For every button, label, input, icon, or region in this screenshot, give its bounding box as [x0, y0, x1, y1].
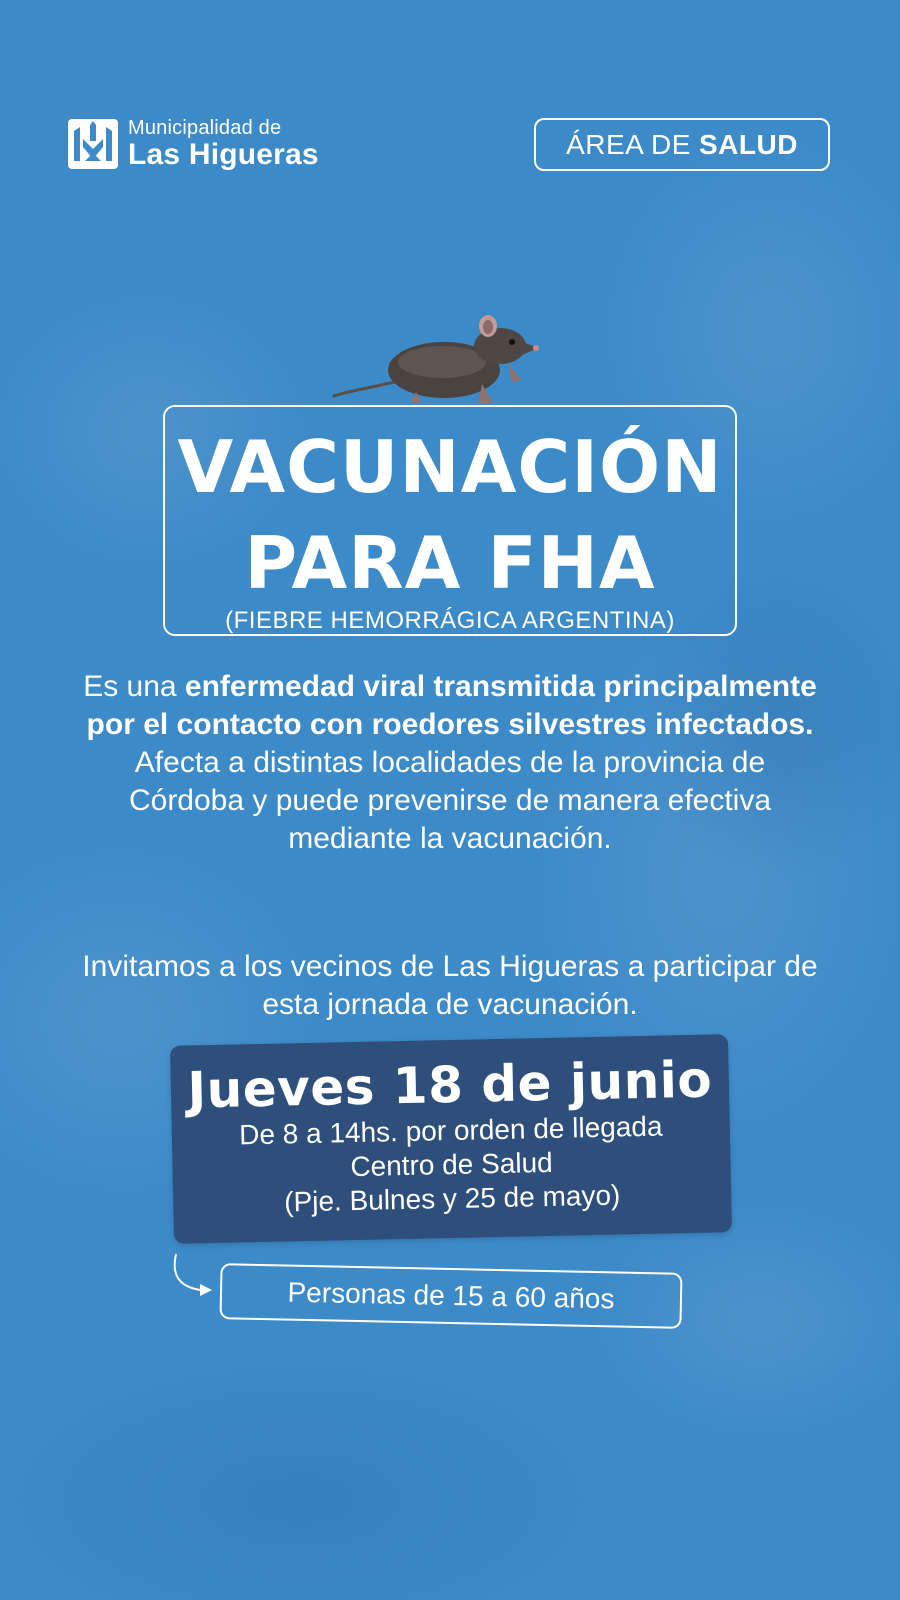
event-address: (Pje. Bulnes y 25 de mayo) — [283, 1179, 621, 1218]
description-intro: Es una — [83, 670, 185, 703]
event-place: Centro de Salud — [350, 1146, 554, 1183]
title-line1: VACUNACIÓN — [177, 425, 723, 509]
title-box — [163, 405, 737, 636]
area-name: SALUD — [698, 128, 798, 160]
area-badge — [534, 118, 830, 171]
org-name: Las Higueras — [128, 138, 319, 171]
area-prefix: ÁREA DE — [566, 128, 691, 160]
description-rest: Afecta a distintas localidades de la provincia de Córdoba y puede prevenirse de manera efectiva mediante la vacunación. — [128, 746, 772, 855]
municipal-emblem-icon — [68, 119, 118, 169]
title-subtitle: (FIEBRE HEMORRÁGICA ARGENTINA) — [225, 607, 675, 634]
description-highlight: enfermedad viral transmitida principalmente por el contacto con roedores silvestres infectados. — [86, 670, 817, 741]
audience-badge: Personas de 15 a 60 años — [219, 1263, 682, 1329]
event-date: Jueves 18 de junio — [186, 1050, 713, 1120]
description-paragraph — [80, 668, 820, 858]
title-line2: PARA FHA — [244, 521, 656, 605]
org-line1: Municipalidad de — [128, 117, 282, 139]
invitation-paragraph: Invitamos a los vecinos de Las Higueras a participar de esta jornada de vacunación. — [82, 950, 818, 1021]
event-hours: De 8 a 14hs. por orden de llegada — [238, 1110, 663, 1151]
event-details-block — [170, 1034, 732, 1244]
rat-photo — [332, 310, 552, 420]
municipality-logo — [68, 118, 319, 170]
